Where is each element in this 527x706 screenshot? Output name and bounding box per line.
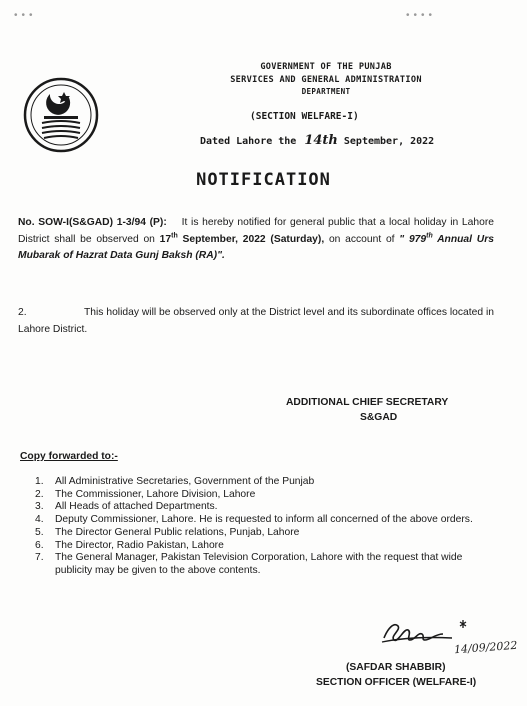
urs-text: Annual Urs Mubarak of Hazrat Data Gunj Baksh (RA) bbox=[18, 233, 494, 261]
signatory-2-name: (SAFDAR SHABBIR) bbox=[346, 662, 446, 673]
dated-prefix: Dated Lahore the bbox=[200, 136, 297, 147]
signatory-1-title: ADDITIONAL CHIEF SECRETARY bbox=[286, 397, 449, 408]
paragraph-number: 2. bbox=[18, 307, 27, 318]
letterhead-line-3: DEPARTMENT bbox=[301, 87, 351, 96]
list-item-number: 6. bbox=[35, 539, 44, 551]
list-item bbox=[8, 514, 494, 527]
list-item bbox=[8, 540, 494, 553]
letterhead-line-1: GOVERNMENT OF THE PUNJAB bbox=[260, 62, 392, 72]
holiday-day: 17 bbox=[159, 233, 172, 245]
government-of-punjab-emblem-icon bbox=[22, 76, 100, 154]
copy-forwarded-heading: Copy forwarded to:- bbox=[20, 451, 118, 462]
list-item-number: 5. bbox=[35, 526, 44, 538]
urs-open-quote: " bbox=[399, 233, 405, 245]
letterhead bbox=[196, 61, 456, 99]
list-item-number: 1. bbox=[35, 476, 44, 487]
list-item-number: 3. bbox=[35, 501, 44, 513]
letterhead-line-2: SERVICES AND GENERAL ADMINISTRATION bbox=[230, 74, 422, 85]
dated-line bbox=[200, 133, 434, 148]
list-item-number: 7. bbox=[35, 552, 44, 564]
decorative-dots: ••• bbox=[14, 10, 37, 21]
handwritten-signature bbox=[378, 612, 506, 662]
list-item-number: 2. bbox=[35, 488, 44, 500]
signature-date: 14/09/2022 bbox=[453, 638, 518, 657]
copy-forwarded-list bbox=[8, 476, 494, 578]
list-item bbox=[8, 476, 494, 489]
holiday-date bbox=[160, 234, 325, 245]
list-item-text: The General Manager, Pakistan Television Corporation, Lahore with the request that wide publicity may be given to the above contents. bbox=[55, 552, 463, 576]
list-item-text: Deputy Commissioner, Lahore. He is requested to inform all concerned of the above orders. bbox=[55, 514, 473, 526]
list-item bbox=[8, 552, 494, 577]
signatory-1-department: S&GAD bbox=[360, 412, 398, 423]
urs-close-quote: ". bbox=[217, 250, 225, 261]
list-item-text: The Commissioner, Lahore Division, Lahore bbox=[55, 488, 256, 500]
list-item bbox=[8, 489, 494, 502]
decorative-dots: •••• bbox=[406, 10, 437, 21]
paragraph-2-text: This holiday will be observed only at the District level and its subordinate offices located in Lahore District. bbox=[18, 307, 494, 335]
notification-paragraph-2 bbox=[18, 305, 494, 338]
holiday-date-rest: September, 2022 (Saturday), bbox=[182, 233, 325, 245]
holiday-day-suffix: th bbox=[171, 232, 178, 240]
list-item-number: 4. bbox=[35, 514, 44, 526]
signatory-block-1 bbox=[286, 395, 448, 425]
dated-day: 14th bbox=[304, 133, 338, 148]
list-item bbox=[8, 501, 494, 514]
reference-number: No. SOW-I(S&GAD) 1-3/94 (P): bbox=[18, 217, 167, 228]
notification-paragraph-1 bbox=[18, 215, 494, 265]
urs-number: 979 bbox=[408, 233, 427, 245]
list-item-text: The Director General Public relations, Punjab, Lahore bbox=[55, 526, 300, 538]
paragraph-1-text-b: on account of bbox=[328, 233, 395, 245]
list-item-text: The Director, Radio Pakistan, Lahore bbox=[55, 539, 224, 551]
page-title: NOTIFICATION bbox=[196, 170, 331, 190]
list-item-text: All Heads of attached Departments. bbox=[55, 501, 218, 513]
paragraph-1-text-a: It is hereby notified for general public that a local holiday in Lahore District shall be observed on bbox=[18, 217, 494, 245]
list-item bbox=[8, 527, 494, 540]
section-label: (SECTION WELFARE-I) bbox=[250, 111, 359, 122]
signatory-2-title: SECTION OFFICER (WELFARE-I) bbox=[316, 677, 477, 688]
signatory-block-2 bbox=[316, 660, 476, 690]
urs-number-suffix: th bbox=[426, 232, 433, 240]
dated-suffix: September, 2022 bbox=[343, 136, 435, 147]
list-item-text: All Administrative Secretaries, Government of the Punjab bbox=[55, 476, 315, 487]
